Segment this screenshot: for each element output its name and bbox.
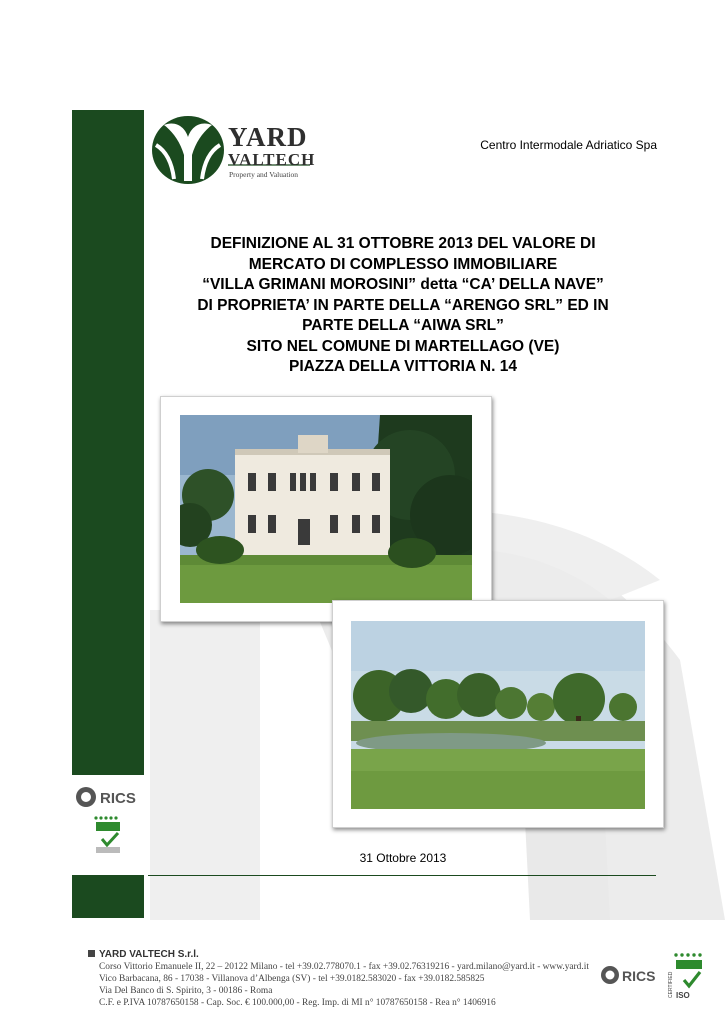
- logo-name-line1: YARD: [228, 122, 308, 152]
- title-line: “VILLA GRIMANI MOROSINI” detta “CA’ DELLA NAVE”: [202, 276, 604, 293]
- document-title: [148, 234, 658, 378]
- rics-label: RICS: [622, 968, 656, 984]
- title-line: SITO NEL COMUNE DI MARTELLAGO (VE): [246, 337, 560, 355]
- rics-logo-icon: [600, 964, 662, 986]
- footer-company: [88, 949, 199, 960]
- footer-line: Corso Vittorio Emanuele II, 22 – 20122 Milano - tel +39.02.778070.1 - fax +39.02.76319216 - yard.milano@yard.it - www.yard.it: [99, 962, 589, 972]
- footer-line: Via Del Banco di S. Spirito, 3 - 00186 - Roma: [99, 986, 273, 996]
- footer-line: C.F. e P.IVA 10787650158 - Cap. Soc. € 100.000,00 - Reg. Imp. di MI n° 10787650158 - Rea n° 1406916: [99, 998, 496, 1008]
- park-image: [351, 621, 645, 809]
- footer-line: Vico Barbacana, 86 - 17038 - Villanova d’Albenga (SV) - tel +39.0182.583020 - fax +39.0182.585825: [99, 974, 485, 984]
- certified-label: CERTIFIED: [668, 971, 674, 998]
- villa-image: [180, 415, 472, 603]
- iso-certified-badge-icon: [666, 952, 708, 1002]
- title-line: DI PROPRIETA’ IN PARTE DELLA “ARENGO SRL” ED IN: [197, 296, 609, 314]
- park-photo: [332, 600, 664, 828]
- title-line: PIAZZA DELLA VITTORIA N. 14: [289, 358, 517, 375]
- rics-logo-icon: [74, 785, 144, 809]
- logo-tagline: Property and Valuation: [229, 170, 299, 179]
- rics-label: RICS: [100, 790, 136, 807]
- logo-name-line2: VALTECH: [228, 150, 316, 169]
- iso-label: ISO: [676, 991, 690, 1000]
- title-line: DEFINIZIONE AL 31 OTTOBRE 2013 DEL VALORE DI: [210, 235, 596, 252]
- villa-photo: [160, 396, 492, 622]
- footer-company-name: YARD VALTECH S.r.l.: [99, 949, 199, 960]
- square-bullet-icon: [88, 950, 95, 957]
- document-date: 31 Ottobre 2013: [359, 851, 447, 865]
- horizontal-rule: [148, 875, 656, 876]
- iso-certified-badge-icon: [88, 815, 128, 855]
- title-line: MERCATO DI COMPLESSO IMMOBILIARE: [248, 255, 558, 273]
- client-name: Centro Intermodale Adriatico Spa: [480, 138, 657, 152]
- title-line: PARTE DELLA “AIWA SRL”: [302, 317, 504, 334]
